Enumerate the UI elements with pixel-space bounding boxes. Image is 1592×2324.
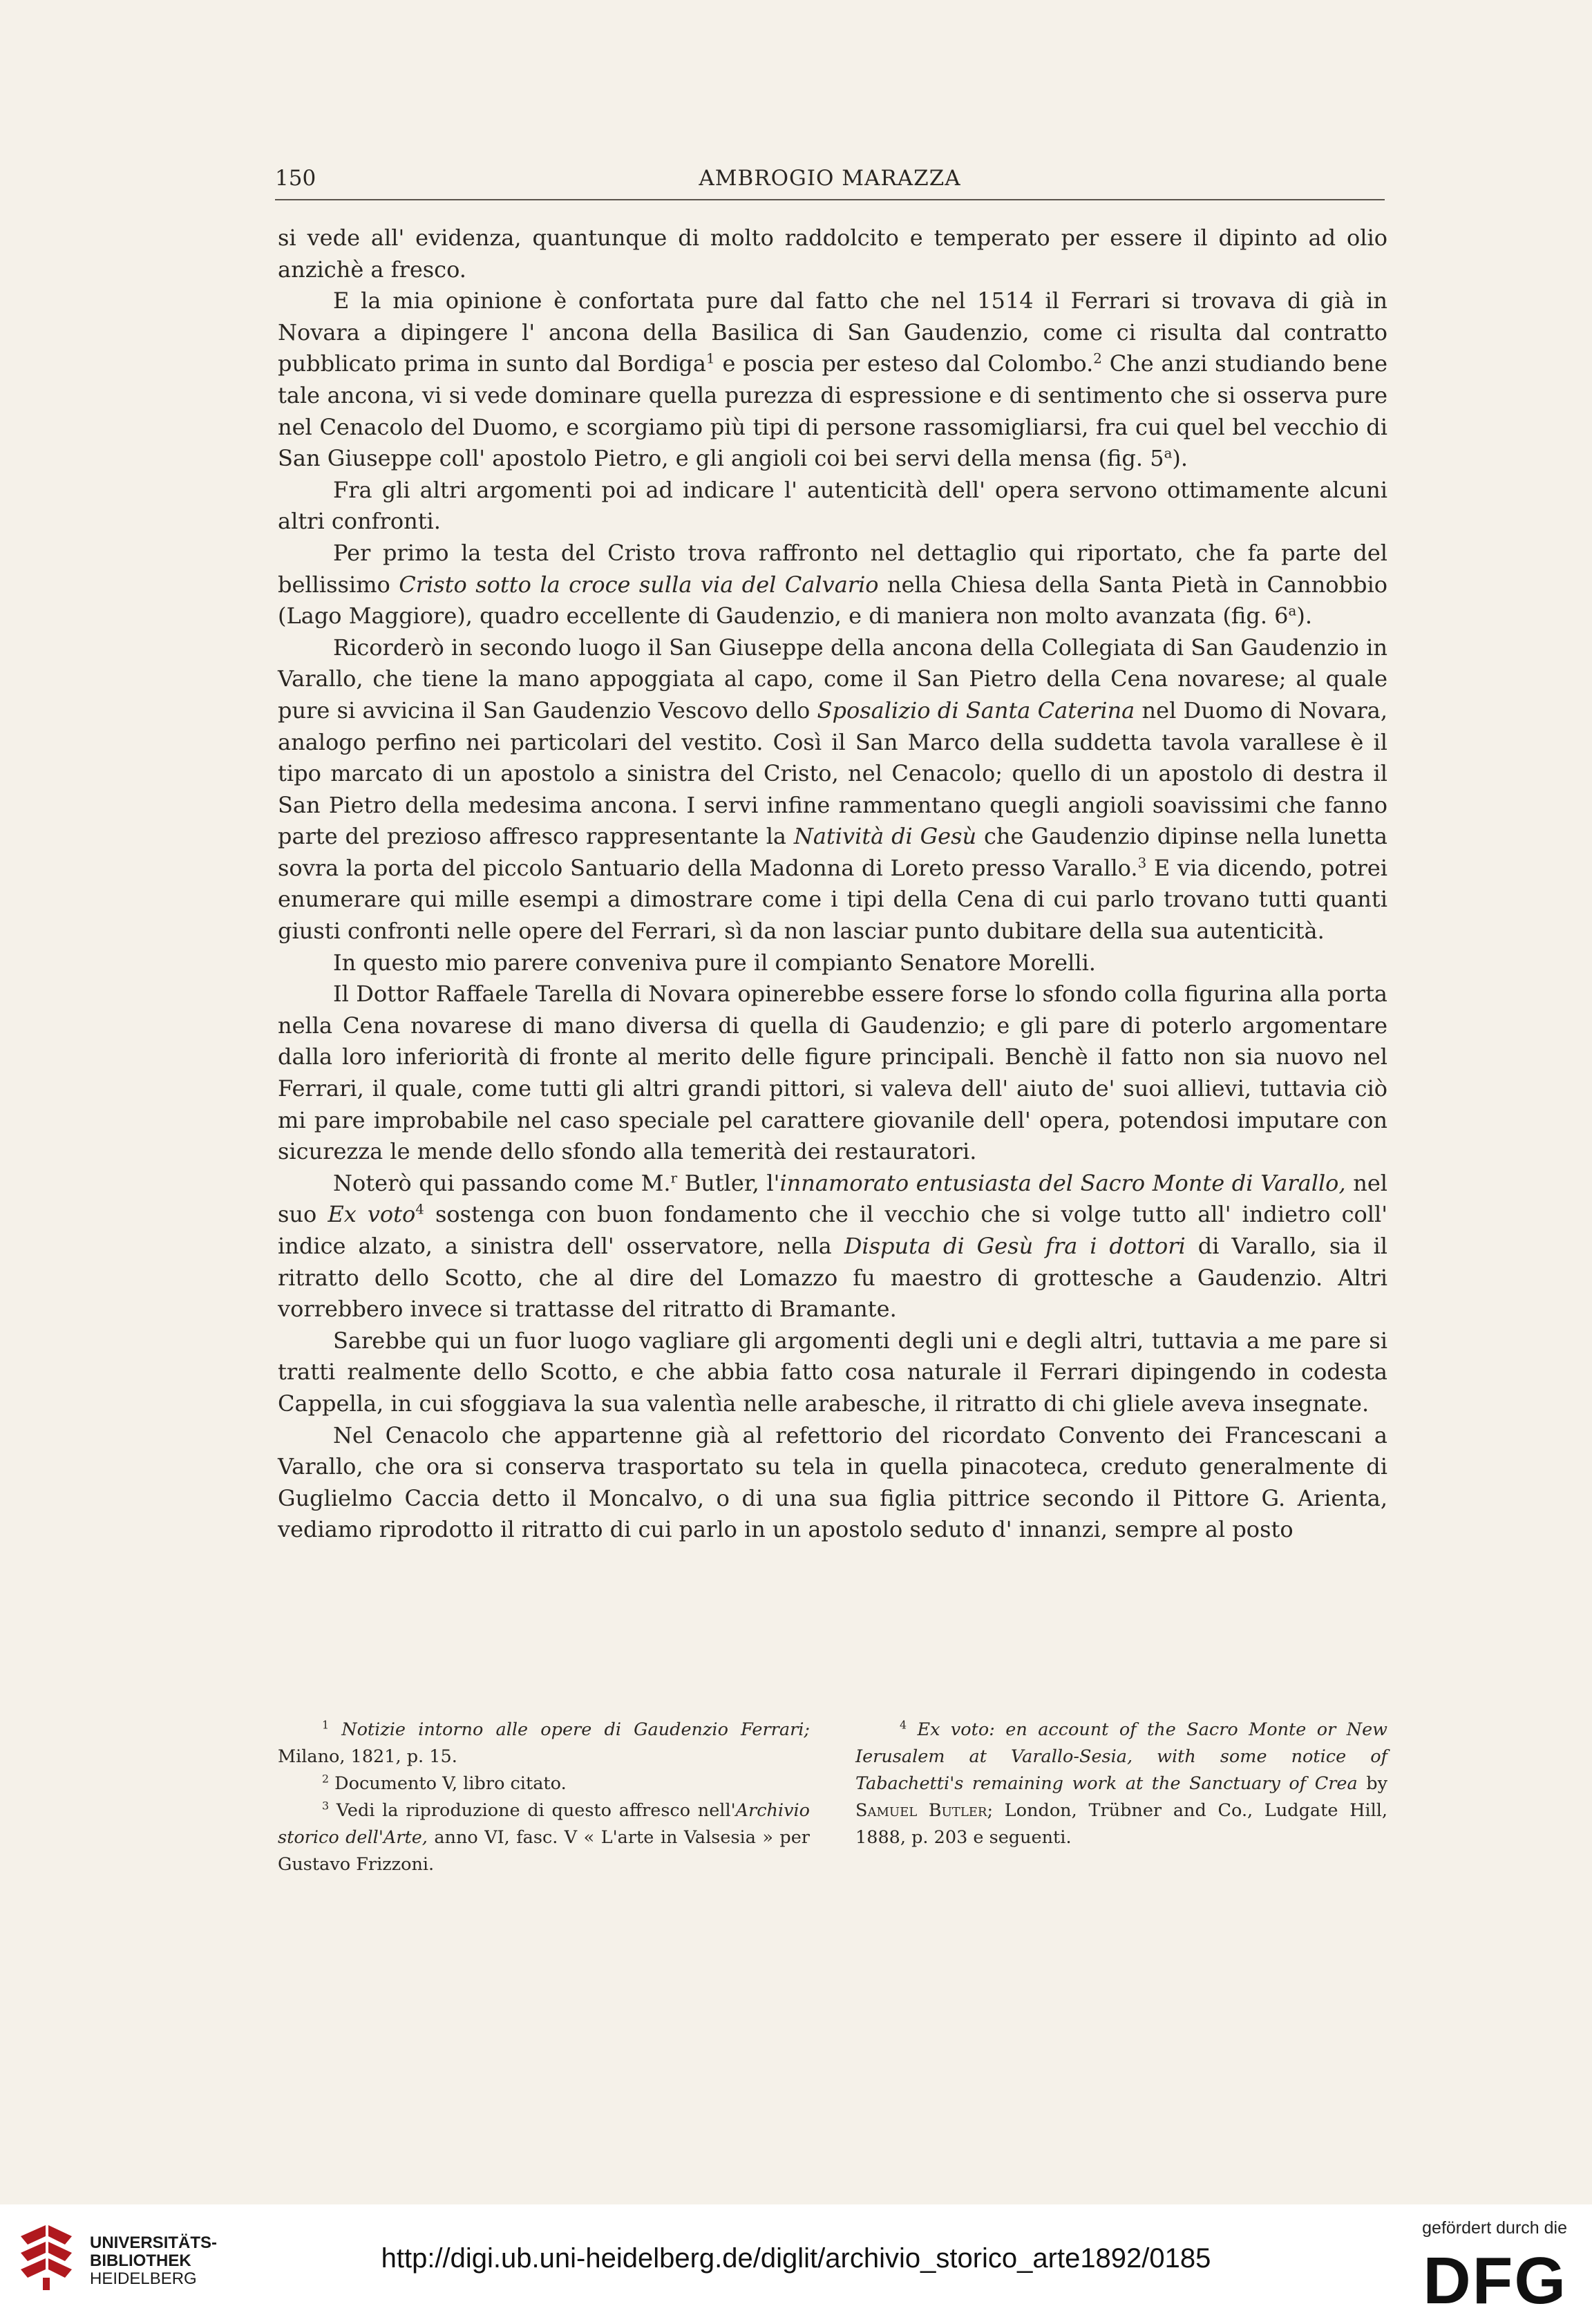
footer-bar: [0, 2204, 1592, 2324]
page-number: 150: [275, 166, 316, 191]
footnote-2: $^2$ Documento V, libro citato.: [322, 1772, 567, 1794]
paragraph-8: Noterò qui passando come M.$^r$ Butler, l'innamorato entusiasta del Sacro Monte di Varallo, nel suo Ex voto$^4$ sostenga con buon fondamento che il vecchio che si volge tutto all' indietro coll' indice alzato, a sinistra dell' osservatore, nella Disputa di Gesù fra i dottori di Varallo, sia il ritratto dello Scotto, che al dire del Lomazzo fu maestro di grottesche a Gaudenzio. Altri vorrebbero invece si trattasse del ritratto di Bramante.: [278, 1169, 1388, 1323]
paragraph-10: Nel Cenacolo che appartenne già al refettorio del ricordato Convento dei Francescani a Varallo, che ora si conserva trasportato su tela in quella pinacoteca, creduto generalmente di Guglielmo Caccia detto il Moncalvo, o di una sua figlia pittrice secondo il Pittore G. Arienta, vediamo riprodotto il ritratto di cui parlo in un apostolo seduto d' innanzi, sempre al posto: [278, 1421, 1387, 1543]
footnote-ref-2[interactable]: 2: [1093, 350, 1102, 367]
page-header: [275, 163, 1385, 200]
footnotes: [278, 1717, 1387, 1878]
paragraph-9: Sarebbe qui un fuor luogo vagliare gli argomenti degli uni e degli altri, tuttavia a me pare si tratti realmente dello Scotto, e che abbia fatto cosa naturale il Ferrari dipingendo in codesta Cappella, in cui sfoggiava la sua valentìa nelle arabesche, il ritratto di chi gliele aveva insegnate.: [278, 1327, 1387, 1417]
footnote-ref-4[interactable]: 4: [415, 1201, 424, 1218]
sponsor-label: gefördert durch die: [1422, 2218, 1567, 2238]
footnotes-right-column: [855, 1717, 1387, 1878]
footnotes-left-column: [278, 1717, 810, 1878]
institution-name: UNIVERSITÄTS- BIBLIOTHEK HEIDELBERG: [90, 2233, 218, 2288]
footnote-1: $^1$ Notizie intorno alle opere di Gaudenzio Ferrari; Milano, 1821, p. 15.: [278, 1718, 811, 1767]
paragraph-4: Per primo la testa del Cristo trova raffronto nel dettaglio qui riportato, che fa parte del bellissimo Cristo sotto la croce sulla via del Calvario nella Chiesa della Santa Pietà in Cannobbio (Lago Maggiore), quadro eccellente di Gaudenzio, e di maniera non molto avanzata (fig. 6$^a$).: [278, 539, 1388, 630]
body-text: [278, 223, 1387, 1546]
paragraph-5: Ricorderò in secondo luogo il San Giuseppe della ancona della Collegiata di San Gaudenzio in Varallo, che tiene la mano appoggiata al capo, come il San Pietro della Cena novarese; al quale pure si avvicina il San Gaudenzio Vescovo dello Sposalizio di Santa Caterina nel Duomo di Novara, analogo perfino nei particolari del vestito. Così il San Marco della suddetta tavola varallese è il tipo marcato di un apostolo a sinistra del Cristo, nel Cenacolo; quello di un apostolo di destra il San Pietro della medesima ancona. I servi infine rammentano quegli angioli soavissimi che fanno parte del prezioso affresco rappresentante la Natività di Gesù che Gaudenzio dipinse nella lunetta sovra la porta del piccolo Santuario della Madonna di Loreto presso Varallo.$^3$ E via dicendo, potrei enumerare qui mille esempi a dimostrare come i tipi della Cena di cui parlo trovano tutti quanti giusti confronti nelle opere del Ferrari, sì da non lasciar punto dubitare della sua autenticità.: [278, 634, 1388, 945]
footnote-ref-1[interactable]: 1: [706, 350, 715, 367]
paragraph-3: Fra gli altri argomenti poi ad indicare l' autenticità dell' opera servono ottimamente alcuni altri confronti.: [278, 476, 1387, 535]
source-url[interactable]: http://digi.ub.uni-heidelberg.de/diglit/archivio_storico_arte1892/0185: [381, 2243, 1211, 2274]
footnote-3: $^3$ Vedi la riproduzione di questo affresco nell'Archivio storico dell'Arte, anno VI, fasc. V « L'arte in Valsesia » per Gustavo Frizzoni.: [278, 1799, 810, 1875]
paragraph-2: E la mia opinione è confortata pure dal fatto che nel 1514 il Ferrari si trovava di già in Novara a dipingere l' ancona della Basilica di San Gaudenzio, come ci risulta dal contratto pubblicato prima in sunto dal Bordiga$^1$ e poscia per esteso dal Colombo.$^2$ Che anzi studiando bene tale ancona, vi si vede dominare quella purezza di espressione e di sentimento che si osserva pure nel Cenacolo del Duomo, e scorgiamo più tipi di persone rassomigliarsi, fra cui quel bel vecchio di San Giuseppe coll' apostolo Pietro, e gli angioli coi bei servi della mensa (fig. 5$^a$).: [278, 287, 1388, 472]
paragraph-1: si vede all' evidenza, quantunque di molto raddolcito e temperato per essere il dipinto ad olio anzichè a fresco.: [278, 225, 1387, 283]
paragraph-7: Il Dottor Raffaele Tarella di Novara opinerebbe essere forse lo sfondo colla figurina alla porta nella Cena novarese di mano diversa di quella di Gaudenzio; e gli pare di poterlo argomentare dalla loro inferiorità di fronte al merito delle figure principali. Benchè il fatto non sia nuovo nel Ferrari, il quale, come tutti gli altri grandi pittori, si valeva dell' aiuto de' suoi allievi, tuttavia ciò mi pare improbabile nel caso speciale pel carattere giovanile dell' opera, potendosi imputare con sicurezza le mende dello sfondo alla temerità dei restauratori.: [278, 981, 1387, 1165]
footnote-ref-3[interactable]: 3: [1137, 855, 1147, 871]
footnote-4: $^4$ Ex voto: en account of the Sacro Monte or New Ierusalem at Varallo-Sesia, with some notice of Tabachetti's remaining work at the Sanctuary of Crea by Samuel Butler; London, Trübner and Co., Ludgate Hill, 1888, p. 203 e seguenti.: [855, 1718, 1388, 1848]
dfg-logo[interactable]: DFG: [1423, 2244, 1567, 2318]
running-title: AMBROGIO MARAZZA: [699, 166, 961, 191]
paragraph-6: In questo mio parere conveniva pure il compianto Senatore Morelli.: [333, 949, 1096, 976]
